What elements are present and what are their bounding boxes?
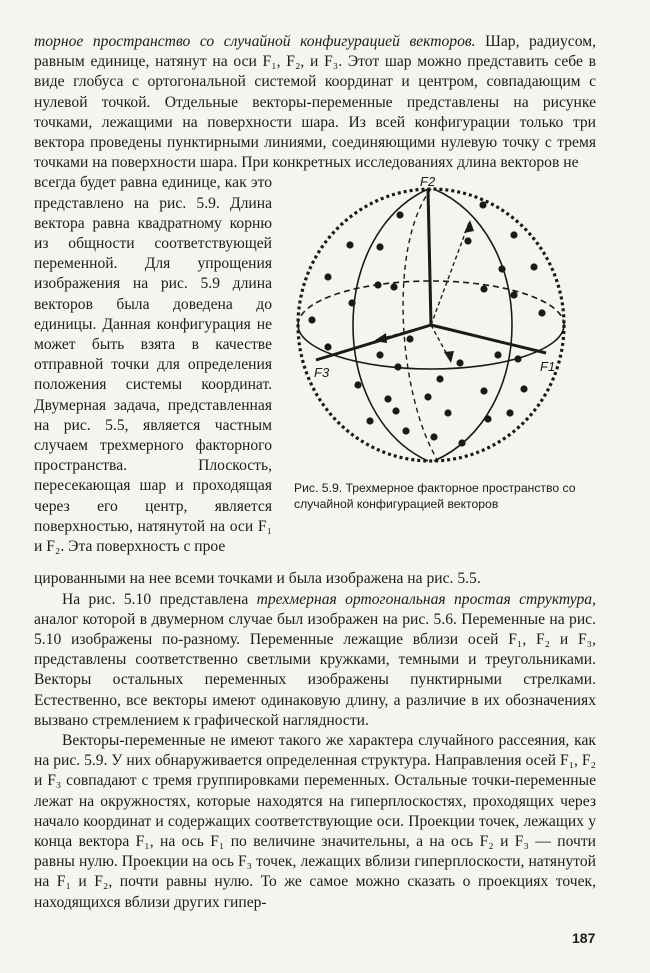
axis-label-f3: F3 [314,365,330,381]
points [308,202,545,447]
page-body [34,32,596,913]
axis-label-f1: F1 [540,359,556,375]
paragraph-2 [34,590,596,731]
paragraph-1 [34,32,596,173]
paragraph-3: Векторы-переменные не имеют такого же характера случайного рассеяния, как на рис. 5.9. У них обнаруживается определенная структура. Направления осей F₁, F₂ и F₃ совпадают с тремя группировками переменных. Остальные точки-переменные лежат на окружностях, которые находятся на гиперплоскостях, проходящих через начало координат и содержащих соответствующие оси. Проекции точек, лежащих у конца вектора F₁, на ось F₁ по величине значительны, а на ось F₂ и F₃ — почти равны нулю. Проекции на ось F₃ точек, лежащих вблизи гиперплоскости, натянутой на F₁ и F₂, почти равны нулю. То же самое можно сказать о проекциях точек, находящихся вблизи других гипер- [34,732,596,911]
meridian-left [353,189,428,461]
figure-5-9 [288,175,598,512]
vector-1 [431,220,470,325]
axis-f1 [431,325,546,353]
paragraph-2-start: На рис. 5.10 представлена [62,590,257,608]
paragraph-1-tail: цированными на нее всеми точками и была изображена на рис. 5.5. [34,570,481,588]
page-number: 187 [572,930,596,946]
figure-caption: Рис. 5.9. Трехмерное факторное пространство со случайной конфигурацией векторов [294,481,576,511]
axis-f3 [316,325,431,360]
wrap-zone [34,173,596,569]
arrow-head-3 [444,351,454,363]
paragraph-2-end: , аналог которой в двумерном случае был изображен на рис. 5.6. Переменные на рис. 5.10 изображены по-разному. Переменные лежащие вблизи осей F₁, F₂ и F₃, представлены соответственно светлыми кружками, темными и треугольниками. Векторы остальных переменных изображены пунктирными стрелками. Естественно, все векторы имеют одинаковую длину, а различие в их обозначениях вызвано стремлением к графической наглядности. [34,590,596,729]
paragraph-1-rest: Шар, радиусом, равным единице, натянут на оси F₁, F₂, и F₃. Этот шар можно представить себе в виде глобуса с ортогональной системой координат и центром, совпадающим с нулевой точкой. Отдельные векторы-переменные представлены на рисунке точками, лежащими на поверхности шара. Из всей конфигурации только три вектора проведены пунктирными линиями, соединяющими нулевую точку с тремя точками на поверхности шара. При конкретных исследованиях длина векторов не [34,33,596,172]
paragraph-2-italic: трехмерная ортогональная простая структура [256,590,593,608]
arrow-head-1 [464,220,474,233]
italic-lead: торное пространство со случайной конфигурацией векторов. [34,33,476,50]
axis-label-f2: F2 [420,175,436,190]
sphere-figure [288,175,578,475]
axis-f2 [428,189,431,325]
paragraph-1-wrapped: всегда будет равна единице, как это представлено на рис. 5.9. Длина вектора равна квадратному корню из общности соответствующей переменной. Для упрощения изображения на рис. 5.9 длина векторов была доведена до единицы. Данная конфигурация не может быть взята в качестве отправной точки для определения положения системы координат. Двумерная задача, представленная на рис. 5.5, является частным случаем трехмерного факторного пространства. Плоскость, пересекающая шар и проходящая через его центр, является поверхностью, натянутой на оси F₁ и F₂. Эта поверхность с прое [34,174,272,556]
